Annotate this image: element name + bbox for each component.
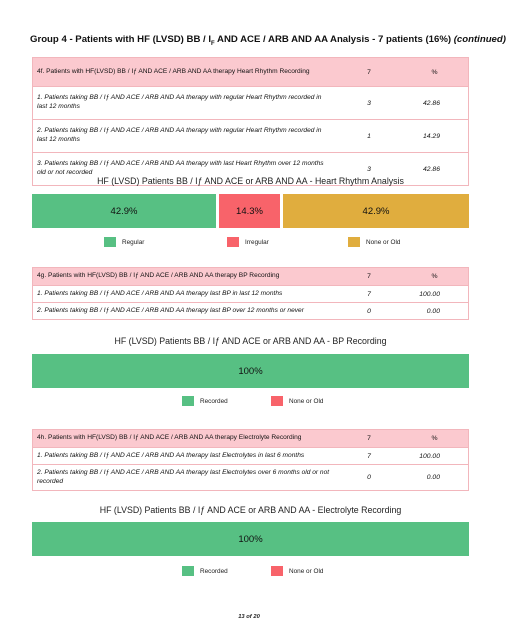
legend-item-regular [104,237,144,247]
legend-item-none-or-old [271,566,323,576]
electrolyte-stacked-bar [32,522,469,556]
header-percent: % [431,273,438,280]
row-label: 1. Patients taking BB / Iƒ AND ACE / ARB AND AA therapy last BP in last 12 months [37,289,283,297]
heading-rest: AND ACE / ARB AND AA Analysis - 7 patients (16%) [214,34,454,45]
header-count: 7 [367,68,371,76]
electrolyte-legend [32,566,469,578]
rhythm-table [32,57,469,186]
legend-item-recorded [182,566,228,576]
legend-item-none-or-old [271,396,323,406]
rhythm-stacked-bar [32,194,469,228]
legend-item-recorded [182,396,228,406]
table-row [33,302,468,319]
row-label: 2. Patients taking BB / Iƒ AND ACE / ARB AND AA therapy last BP over 12 months or never [37,306,304,314]
legend-item-irregular [227,237,269,247]
row-count: 0 [367,474,371,481]
legend-label: Irregular [245,238,269,246]
bp-stacked-bar [32,354,469,388]
bp-table [32,267,469,320]
legend-swatch-irregular [227,237,239,247]
legend-item-none-or-old [348,237,400,247]
header-label: 4h. Patients with HF(LVSD) BB / Iƒ AND ACE / ARB AND AA therapy Electrolyte Recording [37,434,302,442]
legend-swatch-none-or-old [271,396,283,406]
rhythm-legend [32,237,469,249]
rhythm-chart-title: HF (LVSD) Patients BB / Iƒ AND ACE or ARB AND AA - Heart Rhythm Analysis [97,176,404,186]
heading-continued: (continued) [453,34,506,45]
row-count: 7 [367,452,371,460]
heading-main: Group 4 - Patients with HF (LVSD) BB / I [30,34,212,45]
header-label: 4g. Patients with HF(LVSD) BB / Iƒ AND ACE / ARB AND AA therapy BP Recording [37,272,280,280]
page-number: 13 of 20 [238,614,260,620]
table-row [33,447,468,464]
heading-sub: F [211,40,215,47]
legend-swatch-regular [104,237,116,247]
bp-legend [32,396,469,408]
table-header-row [33,430,468,447]
table-header-row [33,58,468,86]
bp-chart-title: HF (LVSD) Patients BB / Iƒ AND ACE or ARB AND AA - BP Recording [114,336,387,346]
page-heading [30,34,506,47]
row-percent: 42.86 [422,99,440,107]
bar-segment-irregular: 14.3% [219,194,280,228]
table-row [33,464,468,490]
bar-segment-recorded: 100% [32,354,469,388]
legend-label: None or Old [289,397,324,405]
legend-swatch-none-or-old [271,566,283,576]
row-percent: 42.86 [422,165,440,173]
row-count: 3 [367,99,371,107]
row-count: 0 [367,307,371,315]
table-header-row [33,268,468,285]
header-label: 4f. Patients with HF(LVSD) BB / Iƒ AND ACE / ARB AND AA therapy Heart Rhythm Recording [37,67,310,75]
bar-segment-none-or-old: 42.9% [283,194,469,228]
row-percent: 14.29 [422,132,440,140]
row-label: 3. Patients taking BB / Iƒ AND ACE / ARB AND AA therapy with last Heart Rhythm over 12 months old or not recorded [37,160,324,176]
header-count: 7 [367,273,371,280]
row-percent: 100.00 [419,452,440,460]
header-percent: % [431,68,438,76]
bar-segment-regular: 42.9% [32,194,216,228]
legend-swatch-recorded [182,396,194,406]
legend-label: Regular [122,238,145,246]
row-count: 7 [367,290,371,298]
row-percent: 100.00 [419,290,440,298]
table-row [33,119,468,152]
row-percent: 0.00 [426,474,440,481]
row-label: 1. Patients taking BB / Iƒ AND ACE / ARB AND AA therapy with regular Heart Rhythm recorded in last 12 months [37,94,322,110]
row-percent: 0.00 [426,307,440,315]
legend-label: Recorded [200,397,228,405]
legend-label: Recorded [200,567,228,575]
legend-swatch-recorded [182,566,194,576]
table-row [33,86,468,119]
legend-swatch-none-or-old [348,237,360,247]
electrolyte-chart-title: HF (LVSD) Patients BB / Iƒ AND ACE or ARB AND AA - Electrolyte Recording [99,505,402,515]
header-count: 7 [367,435,371,442]
row-count: 3 [367,165,371,173]
header-percent: % [431,435,438,442]
bar-segment-recorded: 100% [32,522,469,556]
table-row [33,285,468,302]
row-label: 2. Patients taking BB / Iƒ AND ACE / ARB AND AA therapy with regular Heart Rhythm recorded in last 12 months [37,127,322,143]
legend-label: None or Old [366,238,401,246]
row-label: 1. Patients taking BB / Iƒ AND ACE / ARB AND AA therapy last Electrolytes in last 6 months [37,451,305,459]
electrolyte-table [32,429,469,491]
legend-label: None or Old [289,567,324,575]
row-label: 2. Patients taking BB / Iƒ AND ACE / ARB AND AA therapy last Electrolytes over 6 months old or not recorded [37,468,330,485]
row-count: 1 [367,132,371,140]
